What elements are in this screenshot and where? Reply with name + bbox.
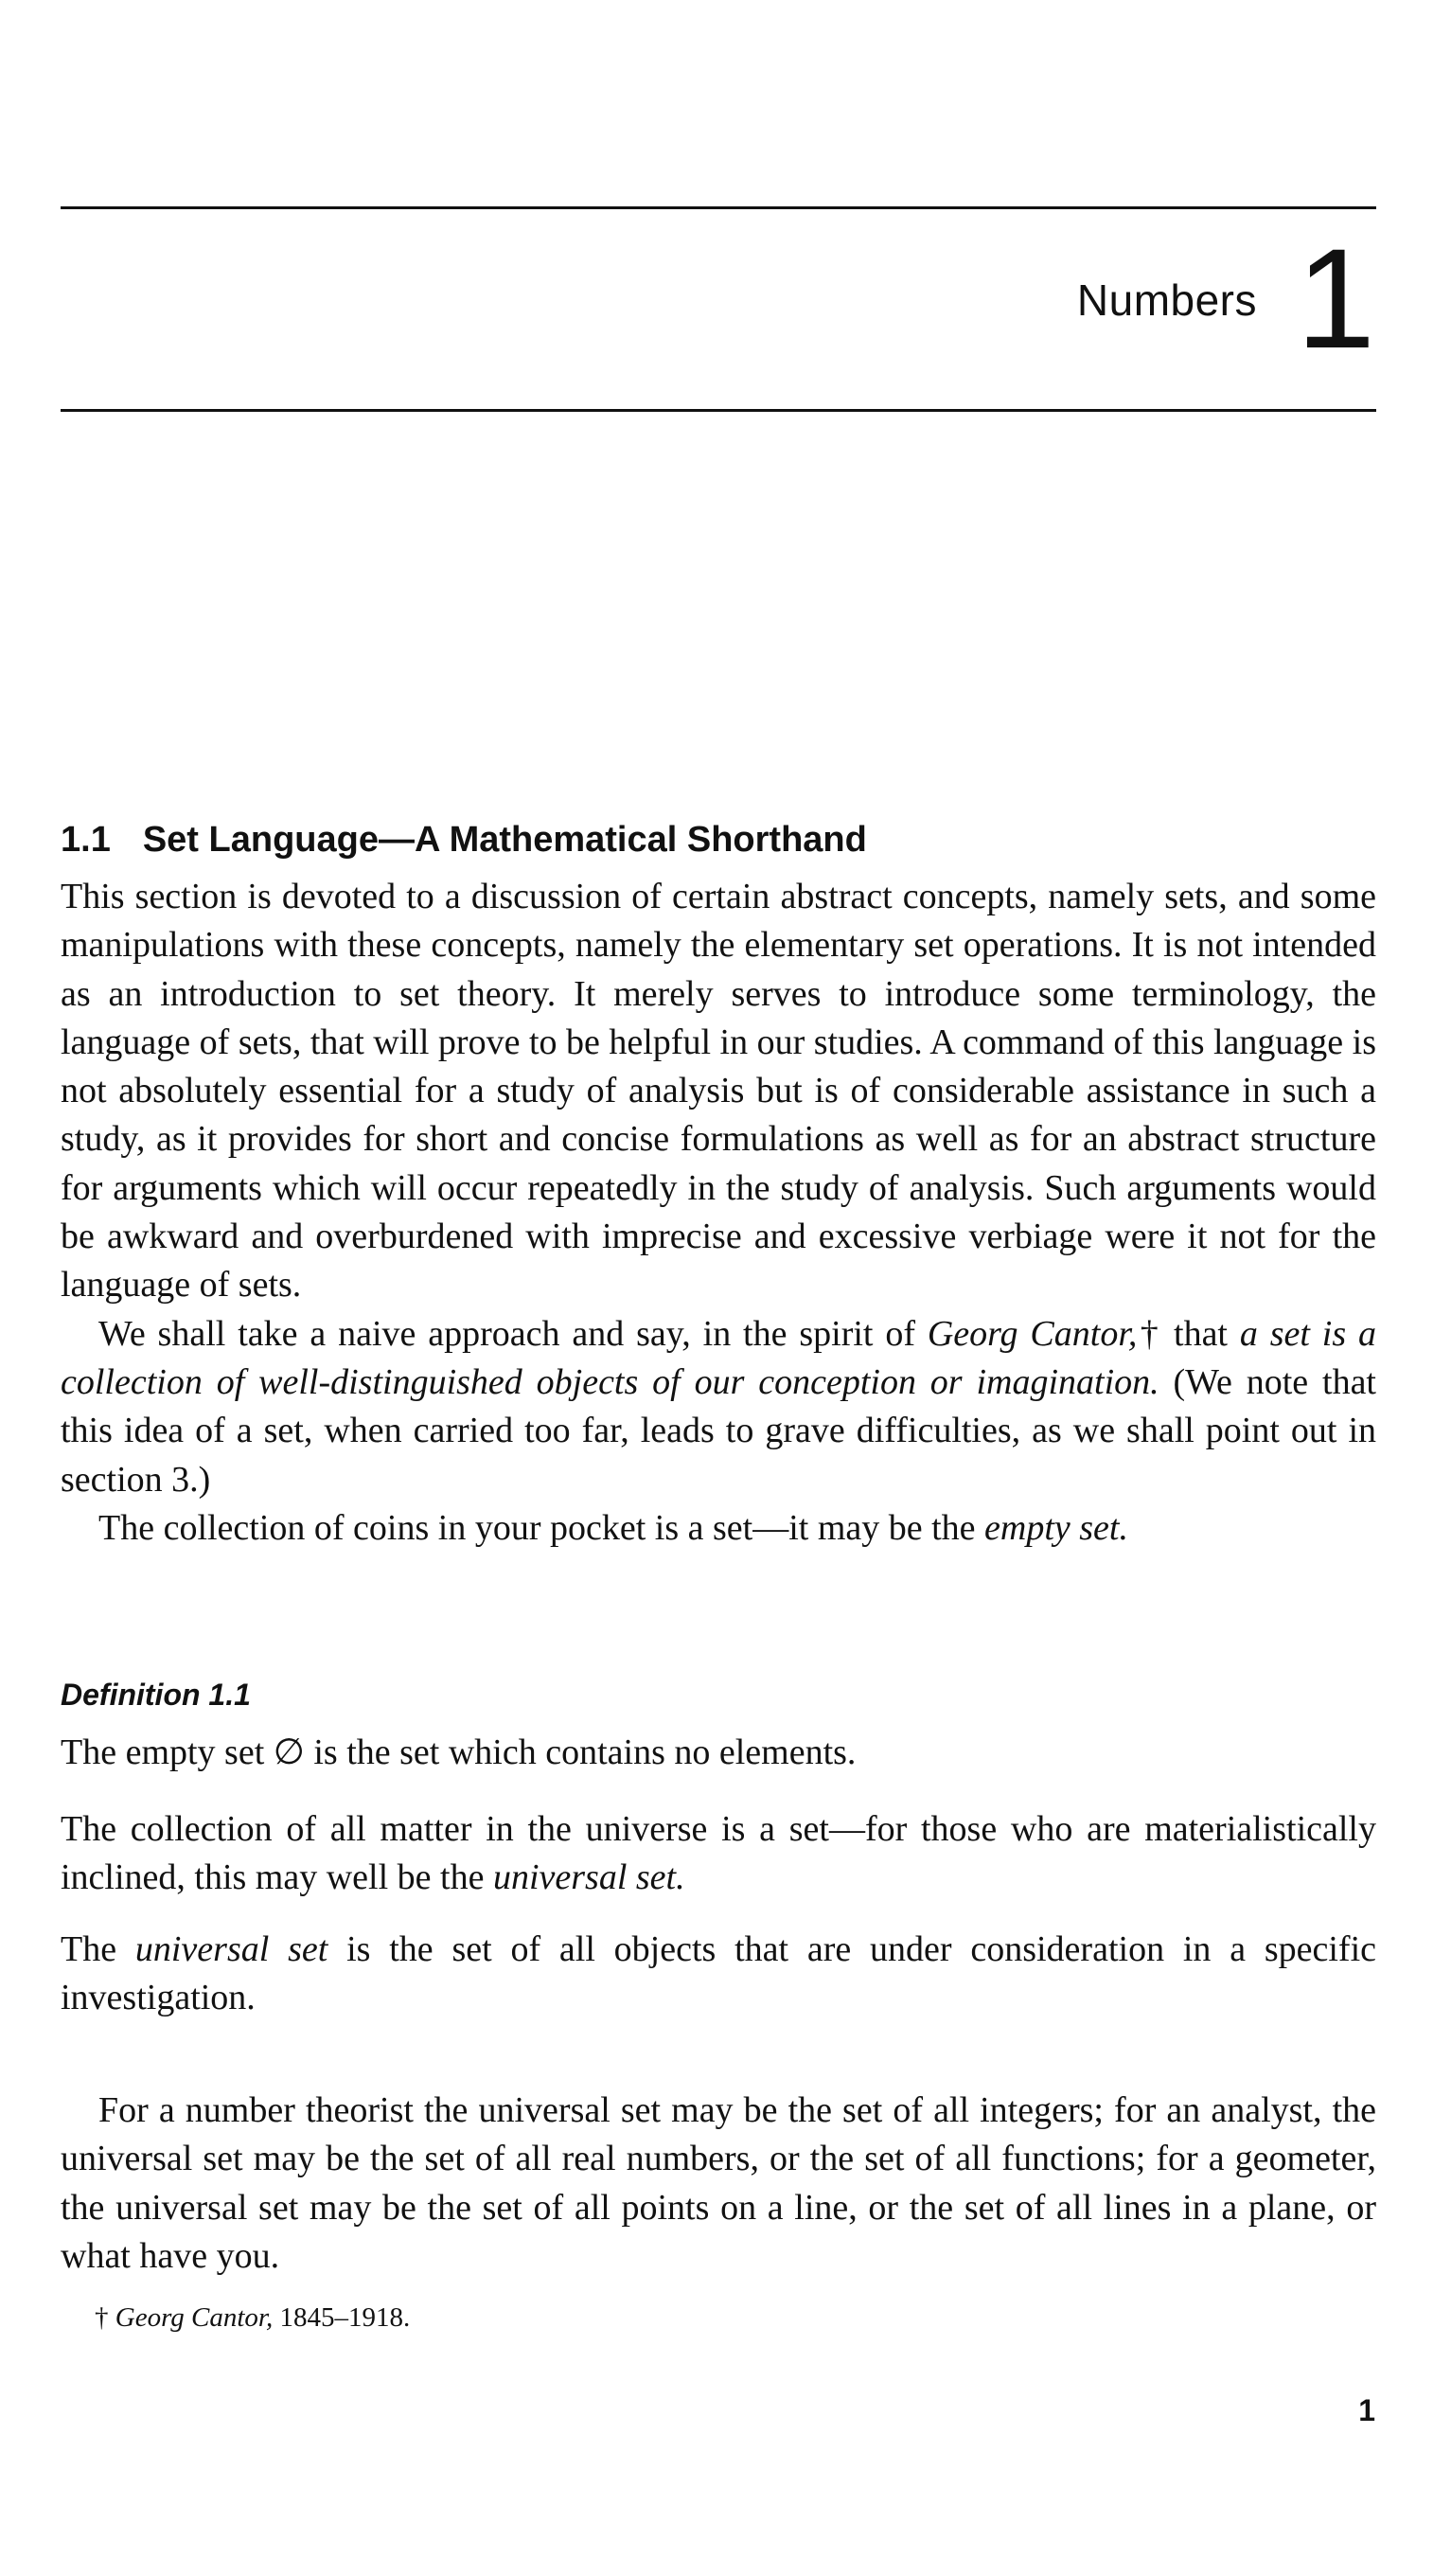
universal-paragraph-3: For a number theorist the universal set may be the set of all integers; for an analyst, the universal set may be the set of all real numbers, or the set of all functions; for a geometer, the universal set may be the set of all points on a line, or the set of all lines in a plane, or what have you. — [61, 2090, 1376, 2276]
page-number: 1 — [1358, 2393, 1375, 2427]
section-number: 1.1 — [61, 820, 111, 860]
text-run: (We note that this idea of a set, when carried too far, leads to grave difficulties, as we shall point out in section 3.) — [61, 1361, 1376, 1500]
text-run: that — [1161, 1313, 1240, 1354]
footnote-mark: † — [95, 2302, 109, 2333]
intro-paragraph-1: This section is devoted to a discussion of certain abstract concepts, namely sets, and some manipulations with these concepts, namely the elementary set operations. It is not intended as an introduction to set theory. It merely serves to introduce some terminology, the language of sets, that will prove to be helpful in our studies. A command of this language is not absolutely essential for a study of analysis but is of considerable assistance in such a study, as it provides for short and concise formulations as well as for an abstract structure for arguments which will occur repeatedly in the study of analysis. Such arguments would be awkward and overburdened with imprecise and excessive verbiage were it not for the language of sets. — [61, 877, 1376, 1306]
intro-paragraph-2 — [61, 1310, 1376, 1504]
footnote-mark: † — [1137, 1313, 1162, 1354]
text-run: The collection of coins in your pocket is a set—it may be the — [98, 1507, 985, 1548]
universal-set-term: universal set — [134, 1929, 328, 1969]
intro-paragraph-3 — [61, 1504, 1376, 1553]
definition-text: The empty set ∅ is the set which contains no elements. — [61, 1732, 857, 1772]
cantor-name: Georg Cantor, — [927, 1313, 1138, 1354]
set-definition-quote: a set is a collection of well-distinguished objects of our conception or imagination. — [61, 1313, 1377, 1402]
text-run: is the set of all objects that are under consideration in a specific investigation. — [61, 1929, 1377, 2018]
chapter-number: 1 — [1296, 219, 1375, 378]
universal-set-term: universal set. — [492, 1857, 685, 1898]
footnote-years: 1845–1918. — [273, 2302, 411, 2333]
intro-text — [61, 873, 1376, 1553]
section-heading — [61, 820, 867, 861]
universal-paragraph-2 — [61, 1926, 1376, 2023]
section-title: Set Language—A Mathematical Shorthand — [142, 820, 867, 860]
text-run: The — [61, 1929, 135, 1969]
chapter-top-rule — [61, 206, 1376, 209]
chapter-bottom-rule — [61, 409, 1376, 412]
footnote-name: Georg Cantor, — [115, 2302, 274, 2333]
universal-paragraph-1 — [61, 1805, 1376, 1903]
empty-set-term: empty set. — [984, 1507, 1128, 1548]
footnote — [95, 2302, 410, 2334]
text-run: We shall take a naive approach and say, in the spirit of — [98, 1313, 928, 1354]
definition-heading: Definition 1.1 — [61, 1678, 251, 1712]
chapter-title: Numbers — [1076, 275, 1257, 325]
text-run: The collection of all matter in the universe is a set—for those who are materialistically inclined, this may well be the — [61, 1809, 1376, 1898]
